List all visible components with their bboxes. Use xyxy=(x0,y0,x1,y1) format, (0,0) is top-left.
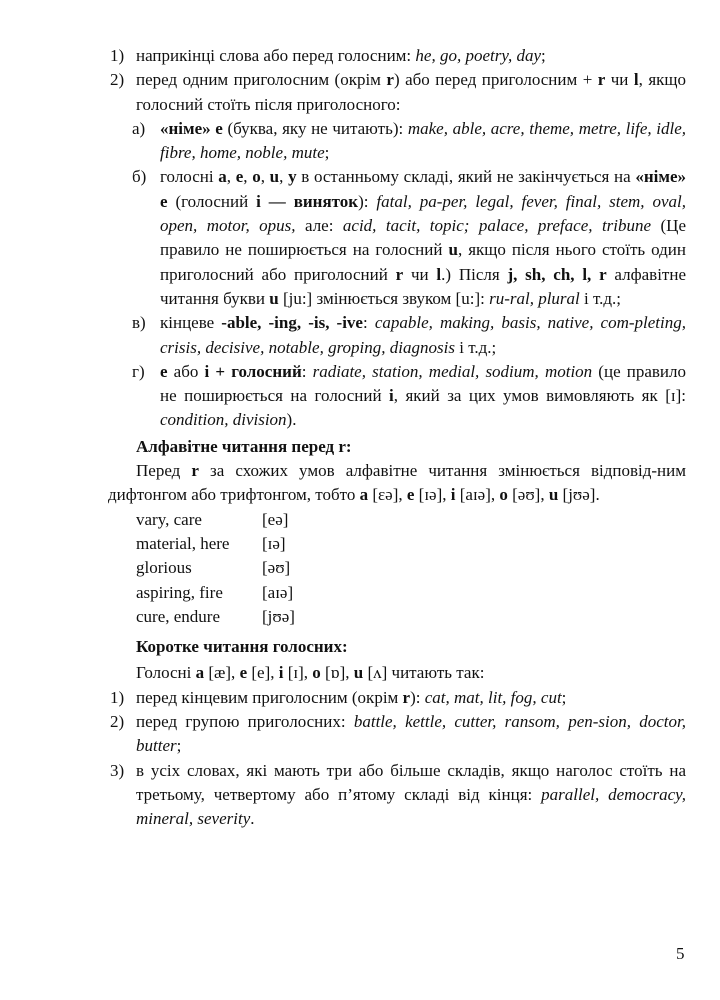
text-segment: чи xyxy=(403,264,437,284)
text-segment: (це правило не поширюється на голосний xyxy=(160,361,686,406)
list-item-text xyxy=(136,46,546,65)
text-segment: a xyxy=(359,485,369,505)
text-segment: ru-ral, plural xyxy=(489,288,580,308)
sub-list-item xyxy=(108,311,686,360)
text-segment: u xyxy=(269,167,280,187)
text-segment: u xyxy=(269,288,279,308)
list-item-text xyxy=(160,167,686,307)
text-segment: e xyxy=(235,167,244,187)
sub-list-item xyxy=(108,165,686,311)
text-segment: або xyxy=(167,361,205,381)
example-words: glorious xyxy=(136,558,192,578)
text-segment: cat, mat, lit, fog, cut xyxy=(424,687,562,707)
text-segment: [aɪə], xyxy=(455,485,500,505)
sub-list-item xyxy=(108,360,686,433)
text-segment: , який за цих умов вимовляють як [ɪ]: xyxy=(393,386,686,406)
list-marker: а) xyxy=(132,118,146,138)
list-marker: г) xyxy=(132,361,145,381)
text-segment: ). xyxy=(286,410,297,430)
text-segment: condition, division xyxy=(160,410,287,430)
text-segment: r xyxy=(191,461,199,481)
text-segment: ): xyxy=(410,687,425,707)
section-heading-short: Коротке читання голосних: xyxy=(136,637,348,657)
text-segment: (буква, яку не читають): xyxy=(222,118,408,138)
text-segment: Голосні xyxy=(136,663,196,683)
example-ipa: [ɪə] xyxy=(262,533,286,553)
list-item-text xyxy=(160,119,686,162)
text-segment: і т.д.; xyxy=(579,288,622,308)
text-segment: [ʌ] читають так: xyxy=(363,663,485,683)
text-segment: capable, making, basis, native, com-pleting, crisis, decisive, notable, groping, diagnosis xyxy=(160,313,686,357)
text-segment: ): xyxy=(358,191,377,211)
example-ipa: [əʊ] xyxy=(262,558,291,578)
text-segment: r xyxy=(386,70,394,90)
page-content xyxy=(108,44,686,832)
text-segment: «німе» е xyxy=(160,167,687,211)
list-item-text xyxy=(136,761,686,829)
text-segment: ; xyxy=(176,736,182,756)
text-segment: алфавітне читання букви xyxy=(160,264,686,308)
text-segment: , якщо голосний стоїть після приголосного: xyxy=(136,70,686,114)
text-segment: «німе» е xyxy=(160,118,223,138)
text-segment: a xyxy=(195,663,205,683)
text-segment: e xyxy=(406,485,415,505)
text-segment: [ɪ], xyxy=(283,663,313,683)
text-segment: (Це правило не поширюється на голосний xyxy=(160,216,686,260)
list-item-text xyxy=(136,688,566,707)
text-segment: i xyxy=(278,663,284,683)
list-marker: 2) xyxy=(110,712,125,732)
example-ipa: [aɪə] xyxy=(262,582,294,602)
text-segment: , xyxy=(243,167,253,187)
text-segment: e xyxy=(160,361,168,381)
text-segment: і — виняток xyxy=(256,191,359,211)
list-marker: в) xyxy=(132,313,146,333)
text-segment: кінцеве xyxy=(160,313,222,333)
text-segment: [ju:] змінюється звуком [u:]: xyxy=(278,288,490,308)
text-segment: [ɛə], xyxy=(368,485,407,505)
text-segment: . xyxy=(250,809,255,829)
text-segment: ; xyxy=(541,46,546,65)
list-positions-1 xyxy=(108,44,686,117)
text-segment: ) або перед приголосним + xyxy=(393,70,598,90)
text-segment: , xyxy=(226,167,236,187)
list-item xyxy=(108,710,686,759)
text-segment: в останньому складі, який не закінчується на xyxy=(296,167,636,187)
text-segment: he, go, poetry, day xyxy=(415,46,541,65)
text-segment: [əʊ], xyxy=(507,485,549,505)
text-segment: a xyxy=(218,167,227,187)
text-segment: і xyxy=(389,386,394,406)
text-segment: [e], xyxy=(247,663,279,683)
text-segment: перед групою приголосних: xyxy=(136,712,354,732)
text-segment: j, sh, ch, l, r xyxy=(507,264,607,284)
text-segment: [æ], xyxy=(204,663,240,683)
text-segment: r xyxy=(395,264,404,284)
text-segment: ; xyxy=(324,143,330,163)
text-segment: .) Після xyxy=(441,264,508,284)
list-marker: б) xyxy=(132,167,147,187)
text-segment: чи xyxy=(605,70,634,90)
list-marker: 3) xyxy=(110,760,125,780)
text-segment: перед кінцевим приголосним (окрім xyxy=(136,687,403,707)
text-segment: r xyxy=(402,687,411,707)
list-item-text xyxy=(136,70,686,113)
text-segment: -able, -ing, -is, -ive xyxy=(221,313,363,333)
text-segment: , xyxy=(260,167,270,187)
list-positions-2 xyxy=(108,686,686,832)
list-item-text xyxy=(136,712,686,755)
list-marker: 1) xyxy=(110,46,125,65)
example-words: material, here xyxy=(136,533,230,553)
example-words: vary, care xyxy=(136,509,202,529)
text-segment: ; xyxy=(561,687,567,707)
example-ipa: [jʊə] xyxy=(262,606,295,626)
list-item-text xyxy=(160,313,686,356)
text-segment: r xyxy=(597,70,606,90)
text-segment: acid, tacit, topic; palace, preface, tribune xyxy=(342,216,652,236)
text-segment: fatal, pa-per, legal, fever, final, stem, oval, open, motor, opus, xyxy=(160,191,686,236)
text-segment: , xyxy=(279,167,289,187)
examples-table xyxy=(136,508,686,629)
text-segment: за схожих умов алфавітне читання змінюється відповід-ним дифтонгом або трифтонгом, тобто xyxy=(108,461,686,505)
text-segment: i xyxy=(450,485,456,505)
text-segment: перед одним приголосним (окрім xyxy=(136,70,387,90)
text-segment: o xyxy=(252,167,261,187)
text-segment: [ɪə], xyxy=(414,485,451,505)
text-segment: o xyxy=(499,485,508,505)
text-segment: : xyxy=(301,361,313,381)
text-segment: o xyxy=(312,663,321,683)
text-segment: l xyxy=(436,264,442,284)
text-segment: [jʊə]. xyxy=(558,485,600,505)
list-marker: 2) xyxy=(110,70,125,90)
text-segment: , якщо після нього стоїть один приголосний або приголосний xyxy=(160,240,686,284)
paragraph-short-vowels xyxy=(108,661,686,685)
text-segment: і + голосний xyxy=(204,361,302,381)
page-number: 5 xyxy=(676,944,685,963)
text-segment: parallel, democracy, mineral, severity xyxy=(136,784,687,829)
list-item xyxy=(108,68,686,117)
sub-list-item xyxy=(108,117,686,166)
list-marker: 1) xyxy=(110,687,125,707)
text-segment: y xyxy=(288,167,297,187)
example-words: cure, endure xyxy=(136,606,221,626)
text-segment: (голосний xyxy=(167,191,257,211)
text-segment: але: xyxy=(295,216,343,236)
text-segment: radiate, station, medial, sodium, motion xyxy=(312,361,593,381)
list-item xyxy=(108,44,686,68)
list-item xyxy=(108,686,686,710)
paragraph-r-reading xyxy=(108,459,686,508)
example-ipa: [eə] xyxy=(262,509,289,529)
list-item-text xyxy=(160,362,686,430)
sub-list xyxy=(108,117,686,433)
text-segment: u xyxy=(353,663,364,683)
text-segment: : xyxy=(362,313,375,333)
text-segment: l xyxy=(633,70,639,90)
list-item xyxy=(108,759,686,832)
text-segment: в усіх словах, які мають три або більше складів, якщо наголос стоїть на третьому, четвертому або п’ятому складі від кінця: xyxy=(136,760,686,804)
text-segment: e xyxy=(239,663,248,683)
text-segment: u xyxy=(548,485,559,505)
example-words: aspiring, fire xyxy=(136,582,223,602)
text-segment: і т.д.; xyxy=(454,337,497,357)
text-segment: battle, kettle, cutter, ransom, pen-sion, doctor, butter xyxy=(136,712,686,756)
text-segment: Перед xyxy=(136,461,192,481)
section-heading-r: Алфавітне читання перед r: xyxy=(136,436,352,456)
text-segment: [ɒ], xyxy=(320,663,354,683)
text-segment: make, able, acre, theme, metre, life, idle, fibre, home, noble, mute xyxy=(160,118,686,163)
text-segment: u xyxy=(448,240,458,260)
text-segment: голосні xyxy=(160,167,219,187)
text-segment: наприкінці слова або перед голосним: xyxy=(136,46,416,65)
